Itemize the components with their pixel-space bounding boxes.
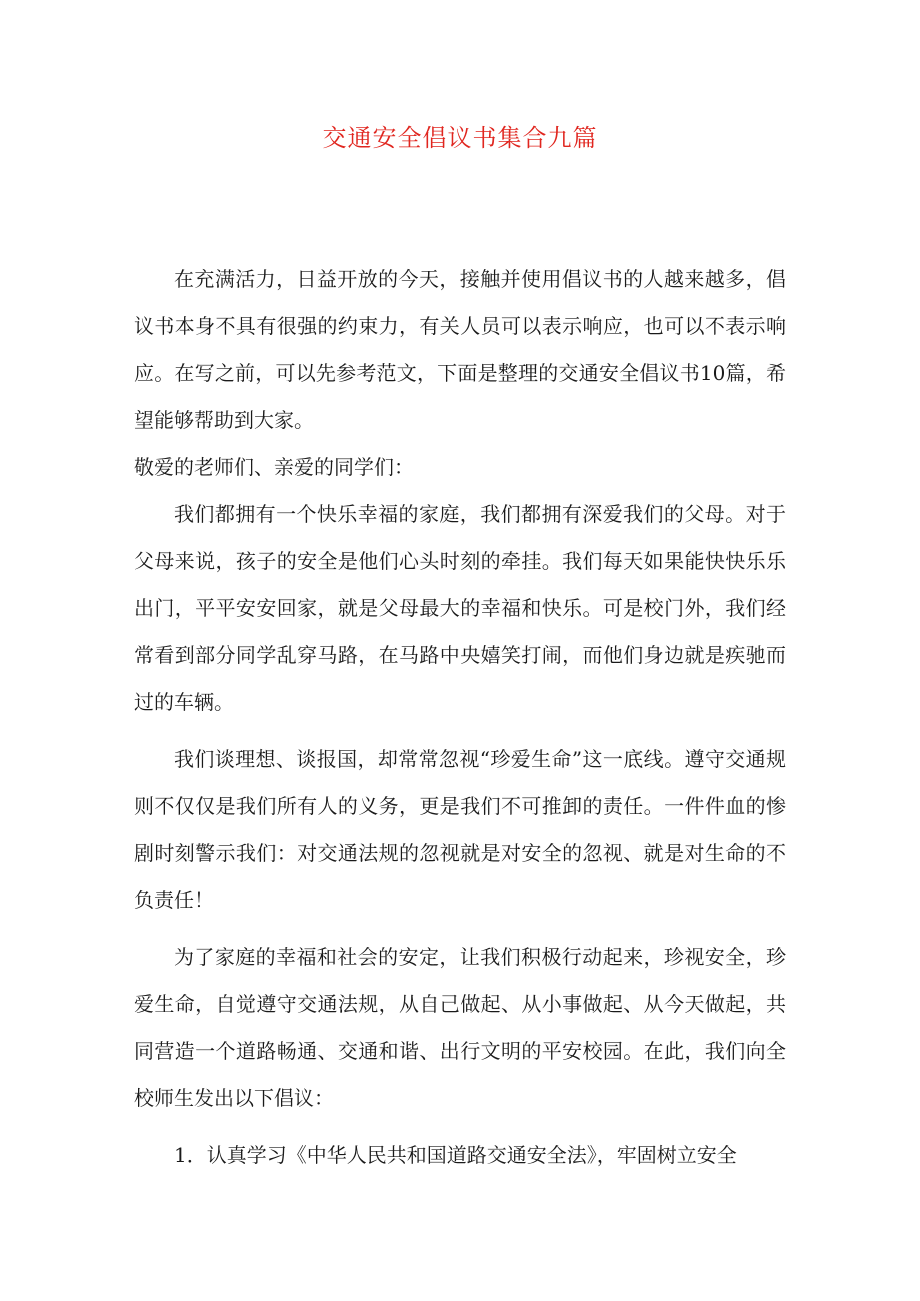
salutation: 敬爱的老师们、亲爱的同学们： bbox=[134, 455, 414, 479]
document-body bbox=[134, 256, 786, 1179]
document-title: 交通安全倡议书集合九篇 bbox=[322, 124, 598, 152]
list-item: 1．认真学习《中华人民共和国道路交通安全法》，牢固树立安全 bbox=[174, 1143, 737, 1167]
intro-paragraph: 在充满活力，日益开放的今天，接触并使用倡议书的人越来越多，倡议书本身不具有很强的约束力，有关人员可以表示响应，也可以不表示响应。在写之前，可以先参考范文，下面是整理的交通安全倡议书10篇，希望能够帮助到大家。 bbox=[134, 267, 786, 432]
body-paragraph: 我们谈理想、谈报国，却常常忽视“珍爱生命”这一底线。遵守交通规则不仅仅是我们所有人的义务，更是我们不可推卸的责任。一件件血的惨剧时刻警示我们：对交通法规的忽视就是对安全的忽视、就是对生命的不负责任！ bbox=[134, 747, 786, 912]
body-paragraph: 为了家庭的幸福和社会的安定，让我们积极行动起来，珍视安全，珍爱生命，自觉遵守交通法规，从自己做起、从小事做起、从今天做起，共同营造一个道路畅通、交通和谐、出行文明的平安校园。在此，我们向全校师生发出以下倡议： bbox=[134, 945, 786, 1110]
body-paragraph: 我们都拥有一个快乐幸福的家庭，我们都拥有深爱我们的父母。对于父母来说，孩子的安全是他们心头时刻的牵挂。我们每天如果能快快乐乐出门，平平安安回家，就是父母最大的幸福和快乐。可是校门外，我们经常看到部分同学乱穿马路，在马路中央嬉笑打闹，而他们身边就是疾驰而过的车辆。 bbox=[134, 502, 786, 714]
